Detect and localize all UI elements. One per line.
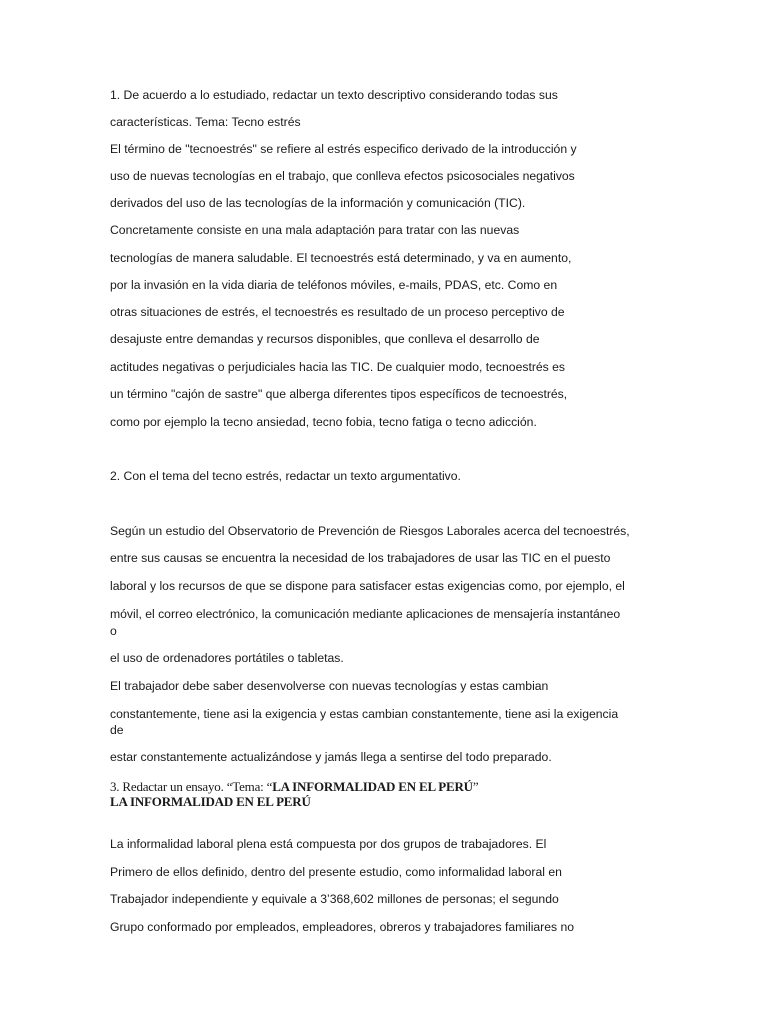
q2-question: 2. Con el tema del tecno estrés, redactar un texto argumentativo. [110,469,461,483]
q3-question [110,779,670,795]
q1-line: un término "cajón de sastre" que alberga diferentes tipos específicos de tecnoestrés, [110,387,568,401]
q1-line: como por ejemplo la tecno ansiedad, tecno fobia, tecno fatiga o tecno adicción. [110,415,537,429]
q2-line: o [110,624,117,638]
q2-line: el uso de ordenadores portátiles o tabletas. [110,651,344,665]
q1-line: tecnologías de manera saludable. El tecnoestrés está determinado, y va en aumento, [110,251,572,265]
q2-line: entre sus causas se encuentra la necesidad de los trabajadores de usar las TIC en el puesto [110,551,611,565]
q3-heading-text: LA INFORMALIDAD EN EL PERÚ [110,794,311,809]
q3-line: Primero de ellos definido, dentro del presente estudio, como informalidad laboral en [110,865,562,879]
q2-line: laboral y los recursos de que se dispone para satisfacer estas exigencias como, por ejemplo, el [110,579,625,593]
q2-line: constantemente, tiene asi la exigencia y estas cambian constantemente, tiene asi la exigencia [110,707,619,721]
q3-suffix: ” [472,779,479,794]
q3-line: La informalidad laboral plena está compuesta por dos grupos de trabajadores. El [110,837,547,851]
q2-line: El trabajador debe saber desenvolverse con nuevas tecnologías y estas cambian [110,679,549,693]
q2-line: estar constantemente actualizándose y jamás llega a sentirse del todo preparado. [110,750,552,764]
q1-line: actitudes negativas o perjudiciales hacia las TIC. De cualquier modo, tecnoestrés es [110,360,566,374]
q3-heading [110,794,670,810]
q3-prefix: 3. Redactar un ensayo. “Tema: “ [110,779,273,794]
q2-line: de [110,723,124,737]
q1-line: 1. De acuerdo a lo estudiado, redactar un texto descriptivo considerando todas sus [110,88,558,102]
q1-line: desajuste entre demandas y recursos disponibles, que conlleva el desarrollo de [110,332,540,346]
q2-line: Según un estudio del Observatorio de Prevención de Riesgos Laborales acerca del tecnoestrés, [110,524,630,538]
q3-caps-title: LA INFORMALIDAD EN EL PERÚ [272,779,473,794]
q1-line: El término de "tecnoestrés" se refiere al estrés especifico derivado de la introducción y [110,142,577,156]
q1-line: Concretamente consiste en una mala adaptación para tratar con las nuevas [110,223,520,237]
q1-line: por la invasión en la vida diaria de teléfonos móviles, e-mails, PDAS, etc. Como en [110,278,558,292]
q2-line: móvil, el correo electrónico, la comunicación mediante aplicaciones de mensajería instantáneo [110,607,621,621]
q1-line: derivados del uso de las tecnologías de la información y comunicación (TIC). [110,196,526,210]
q3-line: Grupo conformado por empleados, empleadores, obreros y trabajadores familiares no [110,920,575,934]
q1-line: otras situaciones de estrés, el tecnoestrés es resultado de un proceso perceptivo de [110,305,565,319]
q3-line: Trabajador independiente y equivale a 3’368,602 millones de personas; el segundo [110,892,559,906]
q1-line: uso de nuevas tecnologías en el trabajo, que conlleva efectos psicosociales negativos [110,169,575,183]
q1-line: características. Tema: Tecno estrés [110,115,301,129]
